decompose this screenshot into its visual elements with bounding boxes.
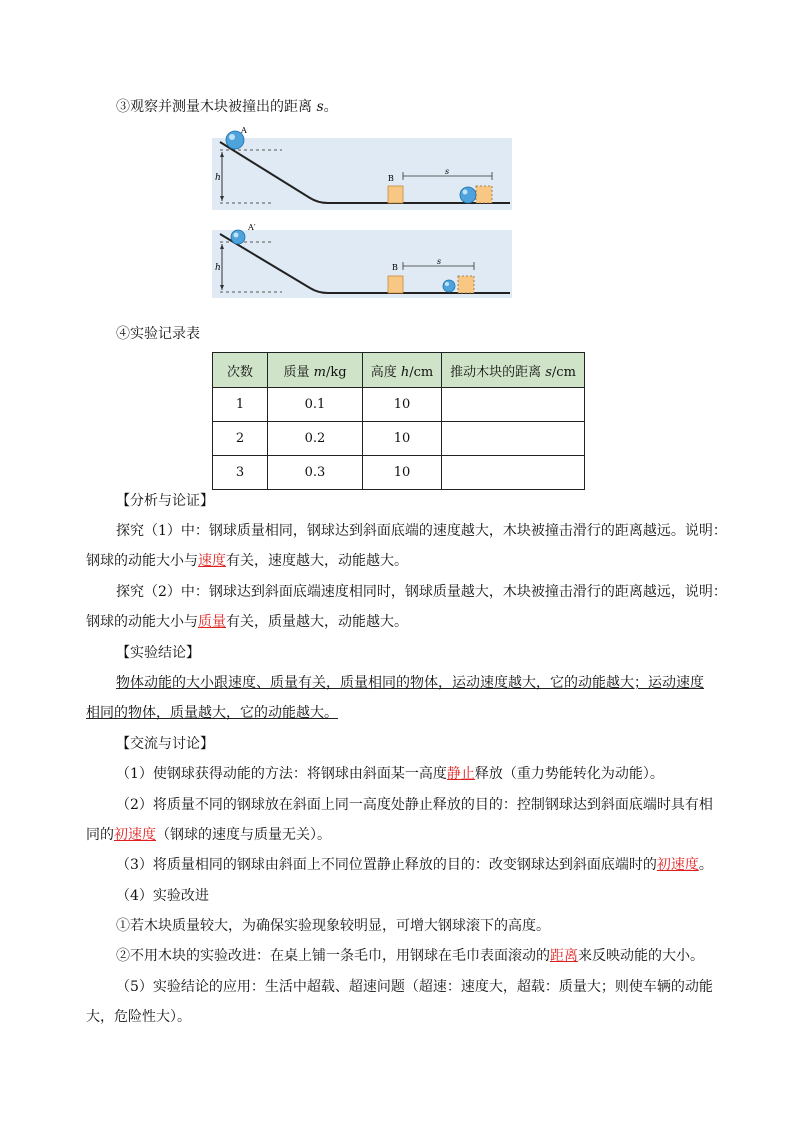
steel-ball-end <box>460 187 476 203</box>
distance-label: s <box>445 167 450 176</box>
table-cell: 2 <box>213 422 268 456</box>
wood-block-b <box>388 186 403 203</box>
table-row <box>213 422 585 456</box>
table-cell: 3 <box>213 456 268 490</box>
table-row <box>213 388 585 422</box>
analysis-heading: 【分析与论证】 <box>116 493 214 509</box>
ramp-diagram-1 <box>212 124 512 212</box>
answer-initial-speed-2: 初速度 <box>656 857 699 873</box>
answer-speed: 速度 <box>198 553 226 569</box>
table-cell: 0.2 <box>268 422 363 456</box>
wood-block-moved <box>476 186 492 203</box>
record-table <box>212 352 585 490</box>
discussion-heading: 【交流与讨论】 <box>116 736 214 752</box>
discussion-item2-line2: 同的初速度（钢球的速度与质量无关）。 <box>86 827 331 843</box>
analysis-p1-line1: 探究（1）中：钢球质量相同，钢球达到斜面底端的速度越大，木块被撞击滑行的距离越远。说明： <box>116 523 727 539</box>
ball-a2-label: A′ <box>248 223 256 232</box>
table-cell: 0.3 <box>268 456 363 490</box>
table-header-row <box>213 353 585 388</box>
answer-initial-speed: 初速度 <box>114 827 156 843</box>
conclusion-line1: 物体动能的大小跟速度、质量有关，质量相同的物体，运动速度越大，它的动能越大；运动速度 <box>116 675 704 691</box>
table-cell: 10 <box>363 422 442 456</box>
ball-a-label: A <box>241 126 247 135</box>
discussion-item5-line2: 大，危险性大）。 <box>86 1009 191 1025</box>
answer-distance: 距离 <box>550 948 578 964</box>
discussion-item3: （3）将质量相同的钢球由斜面上不同位置静止释放的目的：改变钢球达到斜面底端时的初速度。 <box>116 857 713 873</box>
wood-block-moved <box>458 276 474 293</box>
block-b-label: B <box>388 174 394 183</box>
analysis-p1-line2: 钢球的动能大小与速度有关，速度越大，动能越大。 <box>86 553 408 569</box>
height-label: h <box>215 173 221 183</box>
distance-label: s <box>437 257 442 266</box>
table-cell: 10 <box>363 388 442 422</box>
analysis-p2-line2: 钢球的动能大小与质量有关，质量越大，动能越大。 <box>86 614 408 630</box>
height-label: h <box>215 263 221 273</box>
answer-static: 静止 <box>446 766 475 782</box>
discussion-item2-line1: （2）将质量不同的钢球放在斜面上同一高度处静止释放的目的：控制钢球达到斜面底端时具有相 <box>116 797 713 813</box>
discussion-item5-line1: （5）实验结论的应用：生活中超载、超速问题（超速：速度大，超载：质量大；则使车辆的动能 <box>116 979 713 995</box>
analysis-p2-line1: 探究（2）中：钢球达到斜面底端速度相同时，钢球质量越大，木块被撞击滑行的距离越远，说明： <box>116 584 727 600</box>
discussion-item4-2: ②不用木块的实验改进：在桌上铺一条毛巾，用钢球在毛巾表面滚动的距离来反映动能的大小。 <box>116 948 704 964</box>
step4-title: ④实验记录表 <box>116 326 200 342</box>
discussion-item4-1: ①若木块质量较大，为确保实验现象较明显，可增大钢球滚下的高度。 <box>116 918 550 934</box>
block-b-label: B <box>392 263 398 272</box>
header-cell: 高度 h/cm <box>363 353 442 388</box>
ramp-diagram-2 <box>212 216 512 300</box>
table-cell: 10 <box>363 456 442 490</box>
header-cell: 推动木块的距离 s/cm <box>442 353 585 388</box>
table-row <box>213 456 585 490</box>
steel-ball-end <box>443 280 455 292</box>
header-cell: 次数 <box>213 353 268 388</box>
conclusion-line2: 相同的物体，质量越大，它的动能越大。 <box>86 705 338 721</box>
table-cell: 1 <box>213 388 268 422</box>
table-cell <box>442 422 585 456</box>
ball-highlight <box>229 134 235 140</box>
header-cell: 质量 m/kg <box>268 353 363 388</box>
steel-ball-a2 <box>231 230 245 244</box>
wood-block-b <box>388 276 403 293</box>
answer-mass: 质量 <box>198 614 226 630</box>
table-cell <box>442 388 585 422</box>
table-cell: 0.1 <box>268 388 363 422</box>
conclusion-heading: 【实验结论】 <box>116 645 200 661</box>
discussion-item4: （4）实验改进 <box>116 888 209 904</box>
table-cell <box>442 456 585 490</box>
discussion-item1: （1）使钢球获得动能的方法：将钢球由斜面某一高度静止释放（重力势能转化为动能）。 <box>116 766 664 782</box>
step3-text: ③观察并测量木块被撞出的距离 s。 <box>116 99 338 115</box>
